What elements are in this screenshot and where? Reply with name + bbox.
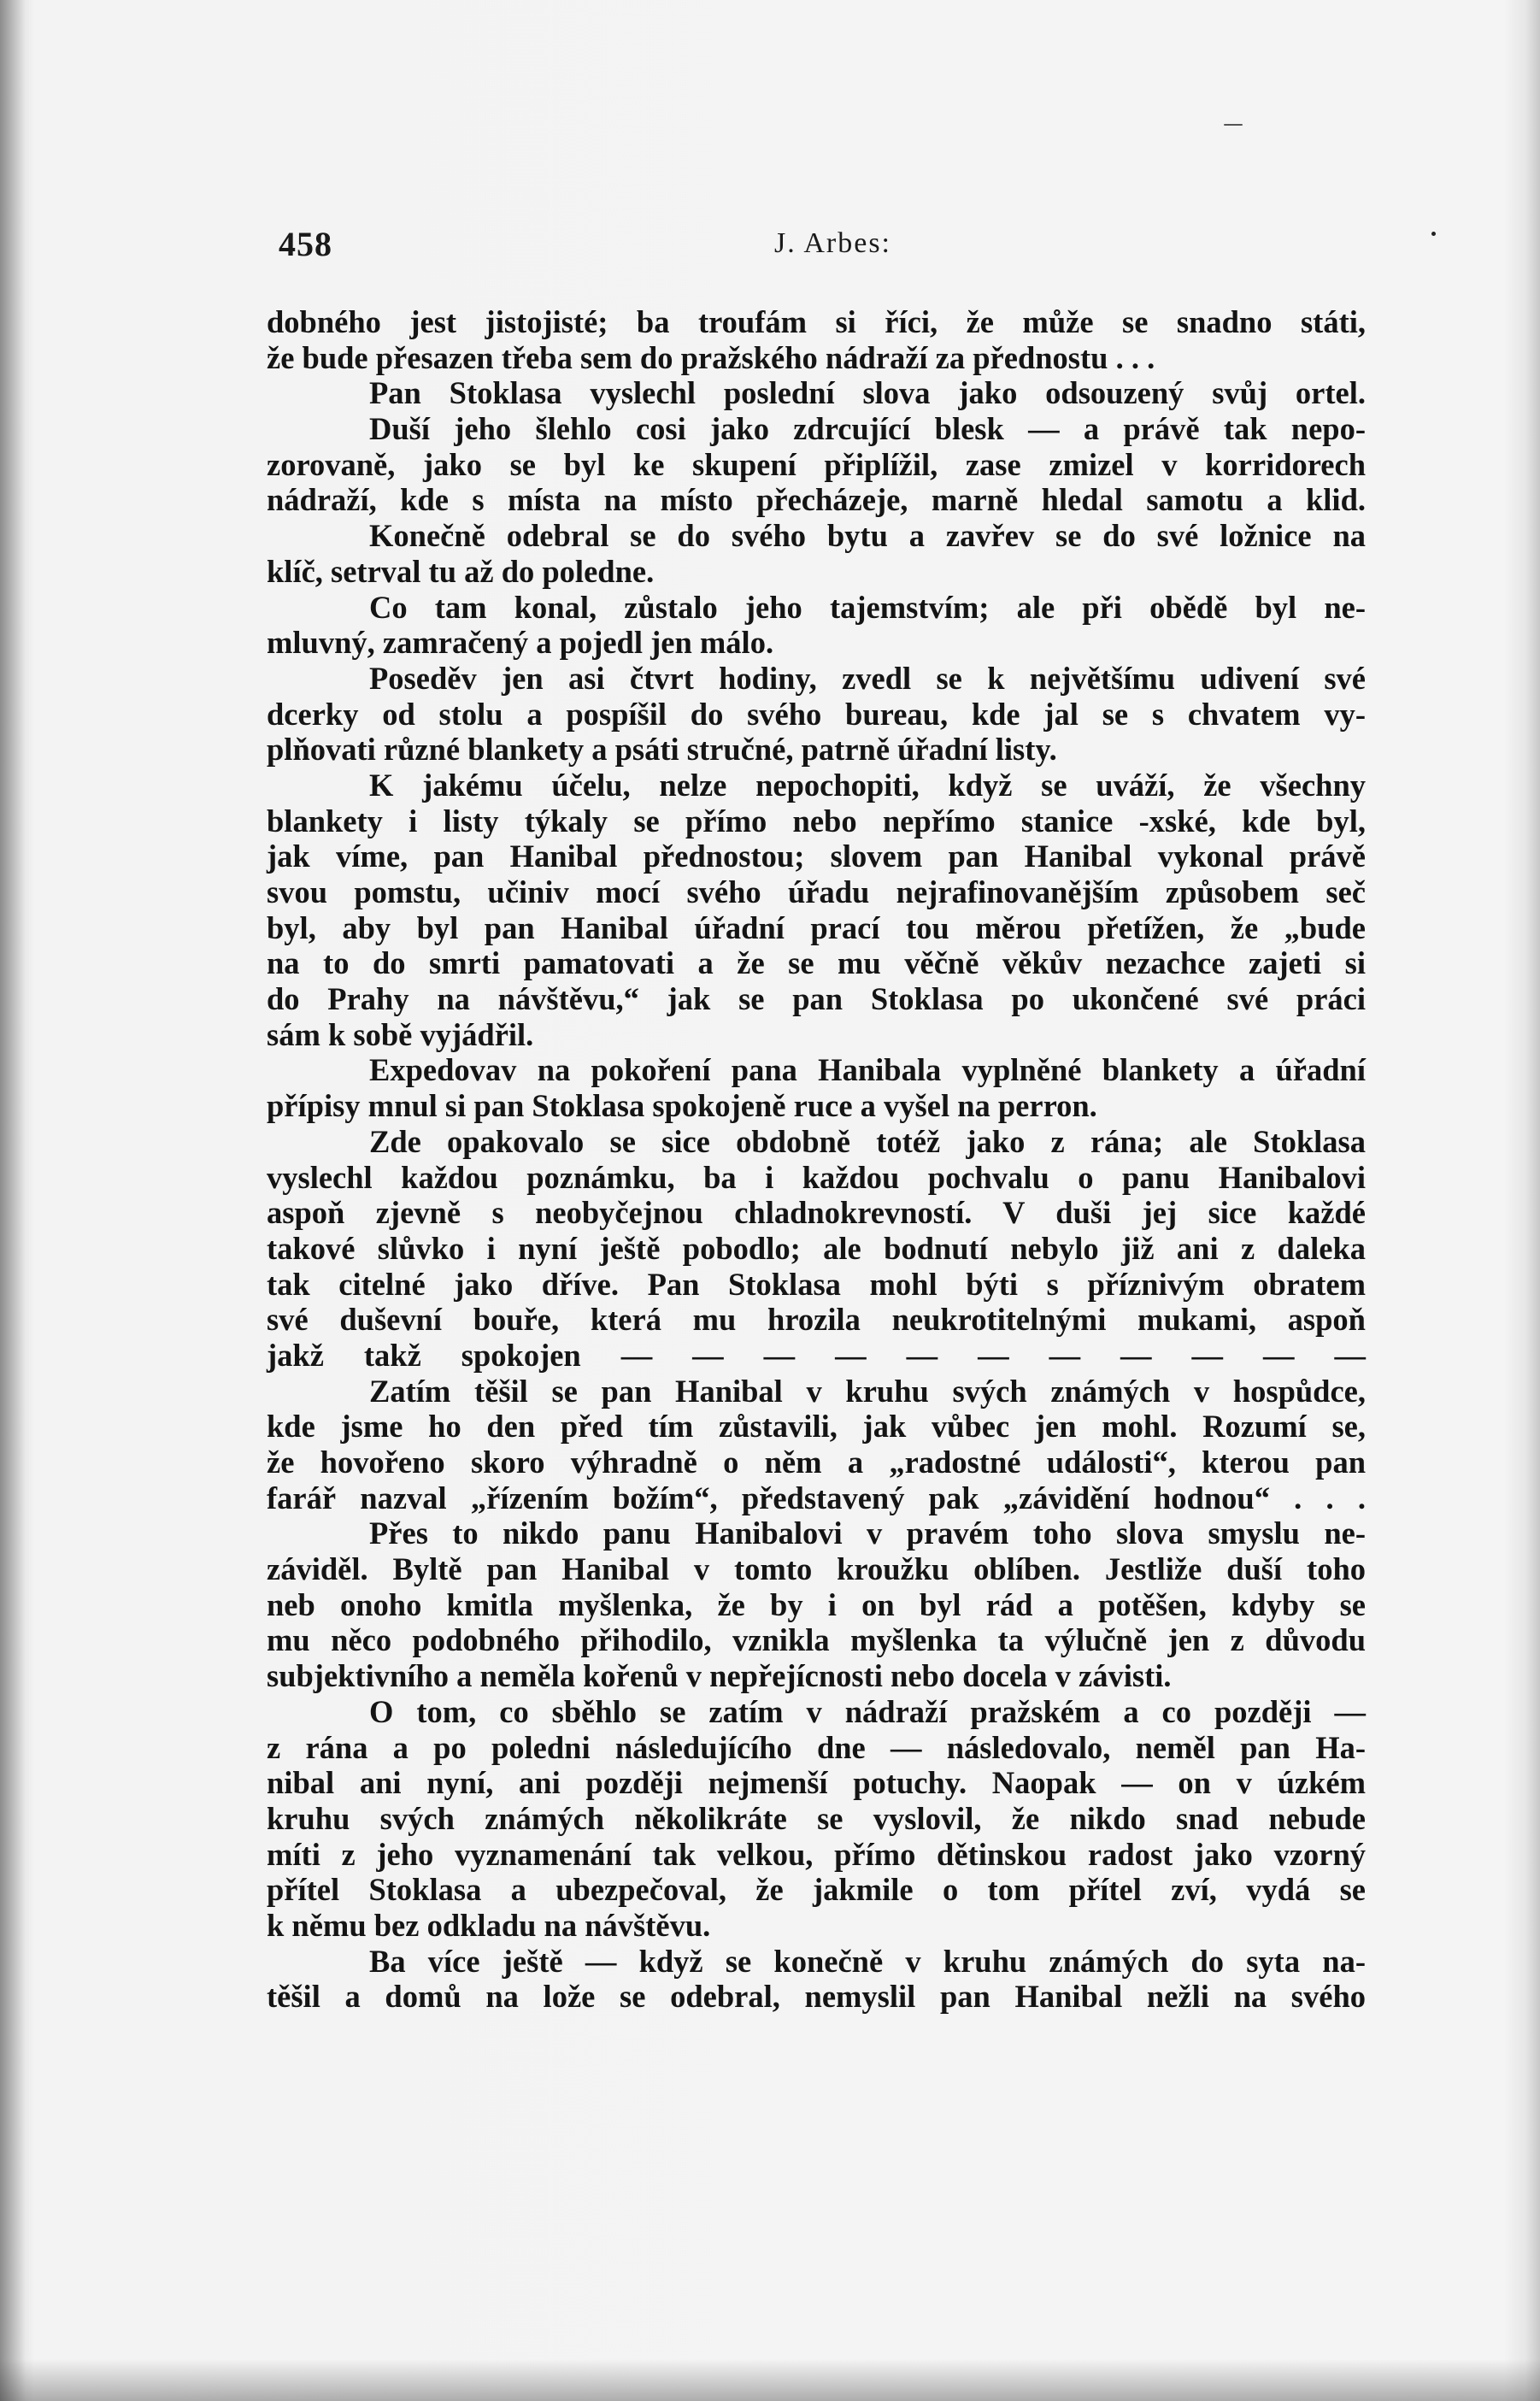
text-line: dcerky od stolu a pospíšil do svého bureau, kde jal se s chvatem vy- [267,696,1366,732]
text-line: jakž takž spokojen — — — — — — — — — — — [267,1337,1366,1373]
text-line: Přes to nikdo panu Hanibalovi v pravém toho slova smyslu ne- [369,1515,1366,1551]
text-line: Co tam konal, zůstalo jeho tajemstvím; ale při obědě byl ne- [369,589,1366,625]
text-line: svou pomstu, učiniv mocí svého úřadu nejrafinovanějším způsobem seč [267,874,1366,909]
text-line: O tom, co sběhlo se zatím v nádraží pražském a co později — [369,1693,1366,1729]
text-line: tak citelné jako dříve. Pan Stoklasa mohl býti s příznivým obratem [267,1266,1366,1302]
text-line: z rána a po poledni následujícího dne — následovalo, neměl pan Ha- [267,1729,1366,1765]
text-line: blankety i listy týkaly se přímo nebo nepřímo stanice -xské, kde byl, [267,803,1366,839]
text-line: jak víme, pan Hanibal přednostou; slovem pan Hanibal vykonal právě [267,839,1366,874]
text-line: mluvný, zamračený a pojedl jen málo. [267,625,774,661]
text-line: těšil a domů na lože se odebral, nemyslil pan Hanibal nežli na svého [267,1979,1366,2015]
text-line: na to do smrti pamatovati a že se mu věčně věkův nezachce zajeti si [267,945,1366,981]
body-text [267,304,1366,2015]
text-line: že bude přesazen třeba sem do pražského nádraží za přednostu . . . [267,339,1155,375]
running-head: J. Arbes: [774,227,891,259]
text-line: farář nazval „řízením božím“, představený pak „závidění hodnou“ . . . [267,1480,1366,1515]
text-line: Zatím těšil se pan Hanibal v kruhu svých známých v hospůdce, [369,1373,1366,1409]
text-line: přítel Stoklasa a ubezpečoval, že jakmile o tom přítel zví, vydá se [267,1872,1366,1908]
text-line: že hovořeno skoro výhradně o něm a „radostné události“, kterou pan [267,1445,1366,1480]
text-line: Konečně odebral se do svého bytu a zavřev se do své ložnice na [369,518,1366,554]
text-line: své duševní bouře, která mu hrozila neukrotitelnými mukami, aspoň [267,1302,1366,1338]
text-line: takové slůvko i nyní ještě pobodlo; ale bodnutí nebylo již ani z daleka [267,1230,1366,1266]
text-line: klíč, setrval tu až do poledne. [267,553,655,589]
text-line: sám k sobě vyjádřil. [267,1016,534,1052]
text-line: kde jsme ho den před tím zůstavili, jak vůbec jen mohl. Rozumí se, [267,1409,1366,1445]
text-line: Pan Stoklasa vyslechl poslední slova jako odsouzený svůj ortel. [369,375,1366,411]
page-number: 458 [279,225,332,263]
text-line: Poseděv jen asi čtvrt hodiny, zvedl se k největšímu udivení své [369,660,1366,696]
text-line: Ba více ještě — když se konečně v kruhu známých do syta na- [369,1943,1366,1979]
text-line: přípisy mnul si pan Stoklasa spokojeně ruce a vyšel na perron. [267,1088,1097,1124]
page-header [279,224,1364,265]
text-line: K jakému účelu, nelze nepochopiti, když se uváží, že všechny [369,767,1366,803]
text-line: aspoň zjevně s neobyčejnou chladnokrevností. V duši jej sice každé [267,1195,1366,1231]
text-line: zorovaně, jako se byl ke skupení připlížil, zase zmizel v korridorech [267,446,1366,482]
text-line: subjektivního a neměla kořenů v nepřejícnosti nebo docela v závisti. [267,1658,1172,1694]
scan-edge-shadow [0,2359,1540,2401]
text-line: Expedovav na pokoření pana Hanibala vyplněné blankety a úřadní [369,1052,1366,1088]
text-line: plňovati různé blankety a psáti stručné, patrně úřadní listy. [267,732,1057,768]
text-line: kruhu svých známých několikráte se vyslovil, že nikdo snad nebude [267,1800,1366,1836]
text-line: k němu bez odkladu na návštěvu. [267,1907,711,1943]
text-line: mu něco podobného přihodilo, vznikla myšlenka ta výlučně jen z důvodu [267,1622,1366,1658]
ink-speck [1224,124,1243,126]
text-line: dobného jest jistojisté; ba troufám si říci, že může se snadno státi, [267,304,1366,339]
text-line: neb onoho kmitla myšlenka, že by i on byl rád a potěšen, kdyby se [267,1586,1366,1622]
text-line: vyslechl každou poznámku, ba i každou pochvalu o panu Hanibalovi [267,1159,1366,1195]
text-line: nibal ani nyní, ani později nejmenší potuchy. Naopak — on v úzkém [267,1765,1366,1801]
text-line: záviděl. Byltě pan Hanibal v tomto kroužku oblíben. Jestliže duší toho [267,1551,1366,1587]
text-line: Duší jeho šlehlo cosi jako zdrcující blesk — a právě tak nepo- [369,411,1366,447]
text-line: míti z jeho vyznamenání tak velkou, přímo dětinskou radost jako vzorný [267,1836,1366,1872]
text-line: byl, aby byl pan Hanibal úřadní prací tou měrou přetížen, že „bude [267,909,1366,945]
ink-speck [1431,232,1436,236]
text-line: do Prahy na návštěvu,“ jak se pan Stoklasa po ukončené své práci [267,981,1366,1017]
text-line: nádraží, kde s místa na místo přecházeje, marně hledal samotu a klid. [267,482,1366,518]
text-line: Zde opakovalo se sice obdobně totéž jako z rána; ale Stoklasa [369,1123,1366,1159]
